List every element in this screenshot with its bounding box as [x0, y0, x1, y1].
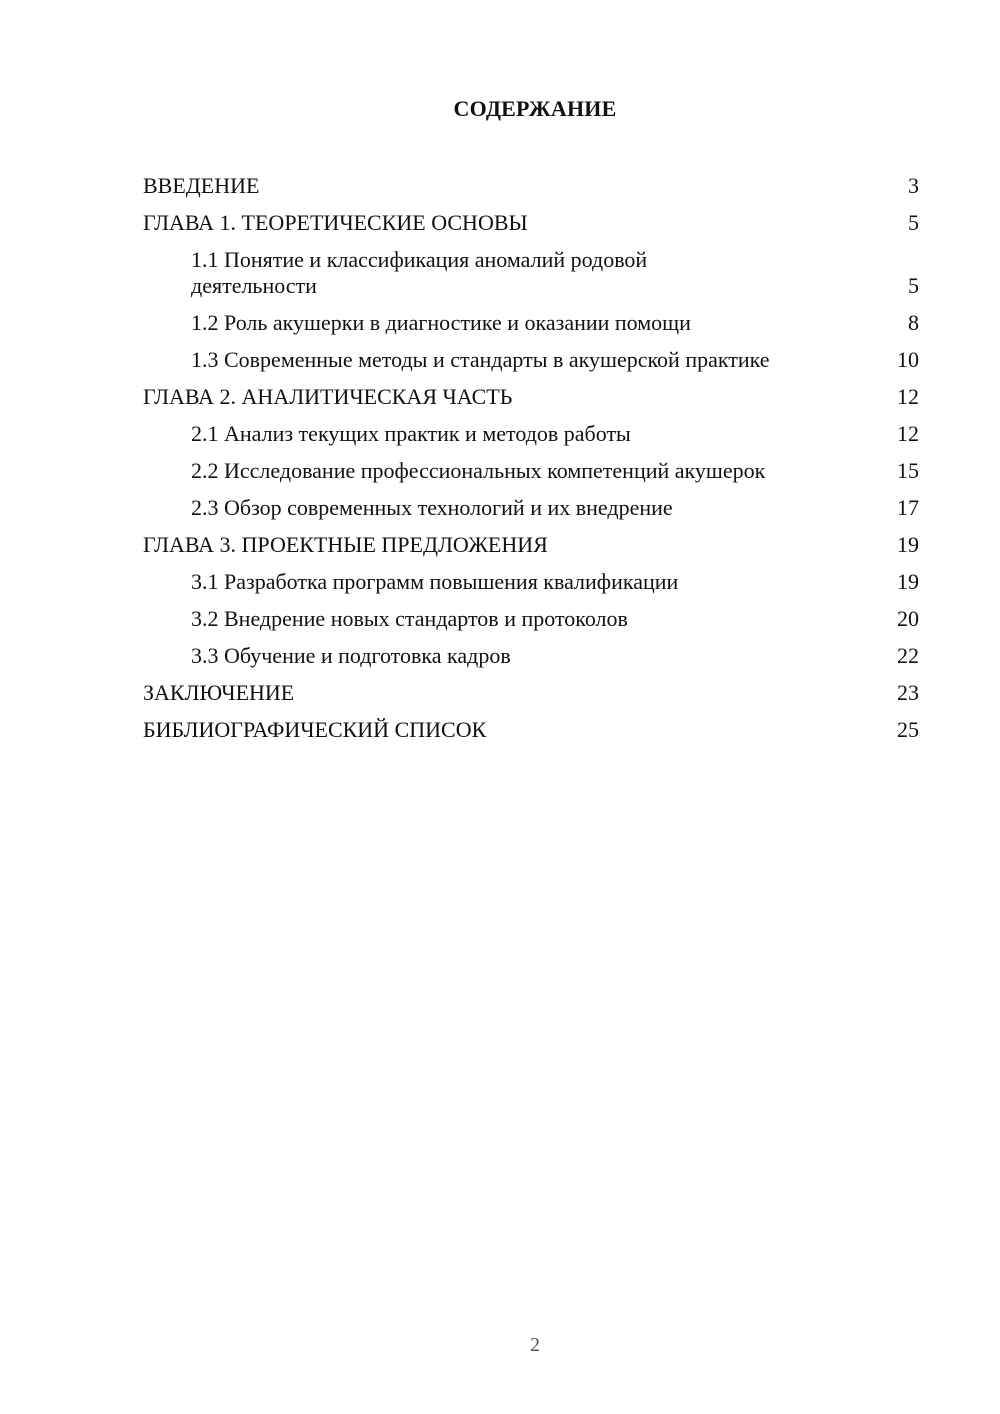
page-number: 2: [530, 1334, 540, 1356]
toc-entry-label: 3.1 Разработка программ повышения квалификации: [191, 569, 679, 594]
toc-entry-page: 25: [897, 717, 919, 742]
toc-entry-label: 3.2 Внедрение новых стандартов и протоколов: [191, 606, 628, 631]
toc-entry: [143, 638, 919, 675]
toc-entry-page: 5: [908, 273, 919, 298]
toc-entry-label: ВВЕДЕНИЕ: [143, 173, 260, 198]
toc-entry: [143, 305, 919, 342]
toc-entry: [143, 168, 919, 205]
toc-entry-label: 1.3 Современные методы и стандарты в акушерской практике: [191, 347, 770, 372]
toc-entry-page: 10: [897, 347, 919, 372]
toc-entry-page: 17: [897, 495, 919, 520]
toc-entry-page: 19: [897, 532, 919, 557]
toc-entry-page: 22: [897, 643, 919, 668]
toc-entry-page: 20: [897, 606, 919, 631]
toc-entry: [143, 601, 919, 638]
toc-entry-label: 2.2 Исследование профессиональных компетенций акушерок: [191, 458, 766, 483]
toc-entry: [143, 453, 919, 490]
toc-entry-label: 2.3 Обзор современных технологий и их внедрение: [191, 495, 673, 520]
toc-entry: [143, 416, 919, 453]
toc-entry-label: 3.3 Обучение и подготовка кадров: [191, 643, 511, 668]
table-of-contents: [143, 168, 919, 749]
toc-entry-page: 12: [897, 421, 919, 446]
page-title: СОДЕРЖАНИЕ: [453, 96, 617, 121]
toc-entry-page: 12: [897, 384, 919, 409]
toc-entry-page: 19: [897, 569, 919, 594]
toc-entry: [143, 379, 919, 416]
toc-entry: [143, 490, 919, 527]
toc-entry-label: ГЛАВА 1. ТЕОРЕТИЧЕСКИЕ ОСНОВЫ: [143, 210, 528, 235]
toc-entry-label: БИБЛИОГРАФИЧЕСКИЙ СПИСОК: [143, 717, 487, 742]
toc-entry: [143, 527, 919, 564]
toc-entry-label: 1.2 Роль акушерки в диагностике и оказании помощи: [191, 310, 691, 335]
toc-entry-page: 23: [897, 680, 919, 705]
toc-entry-page: 15: [897, 458, 919, 483]
toc-entry-page: 3: [908, 173, 919, 198]
toc-entry-label: 1.1 Понятие и классификация аномалий родовой деятельности: [191, 247, 648, 298]
toc-entry: [143, 205, 919, 242]
toc-entry-label: ЗАКЛЮЧЕНИЕ: [143, 680, 295, 705]
toc-entry-label: 2.1 Анализ текущих практик и методов работы: [191, 421, 631, 446]
toc-entry: [143, 564, 919, 601]
toc-entry: [143, 242, 919, 305]
toc-entry: [143, 712, 919, 749]
toc-entry-page: 5: [908, 210, 919, 235]
toc-entry: [143, 342, 919, 379]
toc-entry: [143, 675, 919, 712]
toc-entry-page: 8: [908, 310, 919, 335]
toc-entry-label: ГЛАВА 2. АНАЛИТИЧЕСКАЯ ЧАСТЬ: [143, 384, 513, 409]
toc-entry-label: ГЛАВА 3. ПРОЕКТНЫЕ ПРЕДЛОЖЕНИЯ: [143, 532, 548, 557]
